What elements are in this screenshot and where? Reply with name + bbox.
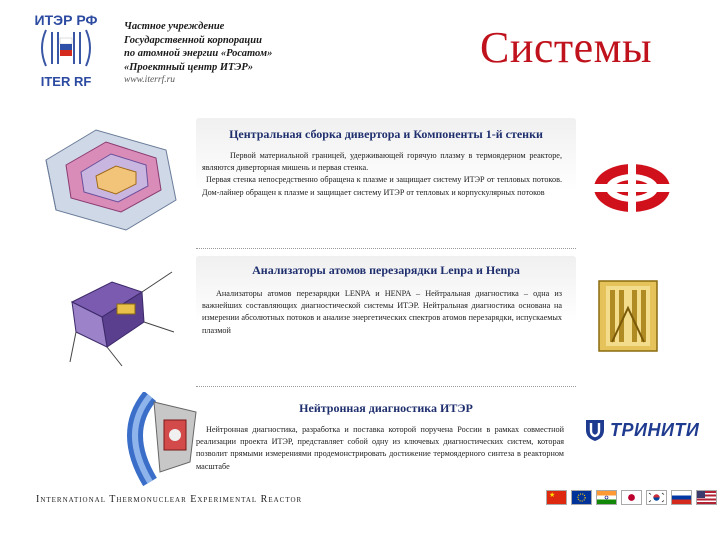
paragraph: Нейтронная диагностика, разработка и поставка которой поручена России в рамках совместной реализации проекта ИТЭР, представляет собой одну из ключевых диагностических систем, которая позволит прямыми измерениями продемонстрировать достижение термоядерного синтеза в реакторном масштабе (196, 425, 564, 471)
logo-text-top: ИТЭР РФ (34, 12, 98, 28)
website-link[interactable]: www.iterrf.ru (124, 75, 176, 85)
footer-text: International Thermonuclear Experimental Reactor (36, 494, 303, 505)
paragraph: Анализаторы атомов перезарядки LENPA и HENPA – Нейтральная диагностика – одна из важнейших составляющих диагностической системы ИТЭР. Нейтральная диагностика основана на измерении абсолютных потоков и анализе энергетических спектров атомов перезарядки, испускаемых плазмой (202, 289, 562, 335)
divider (196, 386, 576, 387)
divertor-cassette-image (36, 120, 186, 245)
red-oval-logo-icon (590, 160, 674, 221)
section-body (196, 416, 576, 473)
org-line: по атомной энергии «Росатом» (124, 48, 273, 59)
russia-flag-icon (671, 490, 692, 505)
org-line: Государственной корпорации (124, 34, 262, 46)
paragraph: Первая стенка непосредственно обращена к плазме и защищает систему ИТЭР от тепловых потоков. Дом-лайнер обращен к плазме и защищает систему ИТЭР от тепловых и корпускулярных потоков (202, 175, 562, 197)
section-body (196, 142, 576, 199)
gold-columns-logo-icon (598, 280, 658, 357)
logo-text-bottom: ITER RF (40, 74, 92, 89)
member-flags (546, 490, 717, 505)
section-analyzers (196, 256, 576, 366)
china-flag-icon: ★ (546, 490, 567, 505)
page-title: Системы (480, 23, 653, 72)
triniti-shield-icon (584, 418, 606, 442)
paragraph: Первой материальной границей, удерживающей горячую плазму в термоядерном реакторе, являются диверторная мишень и первая стенка. (202, 151, 562, 173)
usa-flag-icon (696, 490, 717, 505)
japan-flag-icon (621, 490, 642, 505)
korea-flag-icon (646, 490, 667, 505)
charge-exchange-analyzer-image (62, 262, 182, 377)
section-divertor (196, 118, 576, 240)
neutron-diagnostics-image (110, 392, 200, 491)
section-title: Центральная сборка дивертора и Компоненты 1-й стенки (229, 127, 543, 141)
divider (196, 248, 576, 249)
section-body (196, 278, 576, 337)
section-title: Анализаторы атомов перезарядки Lenpa и Henpa (252, 263, 520, 277)
eu-flag-icon (571, 490, 592, 505)
organization-name (124, 20, 324, 88)
section-neutron (196, 394, 576, 484)
india-flag-icon (596, 490, 617, 505)
section-title: Нейтронная диагностика ИТЭР (299, 401, 473, 415)
org-line: «Проектный центр ИТЭР» (124, 61, 254, 73)
org-line: Частное учреждение (124, 21, 225, 32)
iter-rf-logo (18, 8, 114, 96)
triniti-logo (584, 418, 699, 442)
triniti-wordmark: ТРИНИТИ (610, 419, 700, 440)
